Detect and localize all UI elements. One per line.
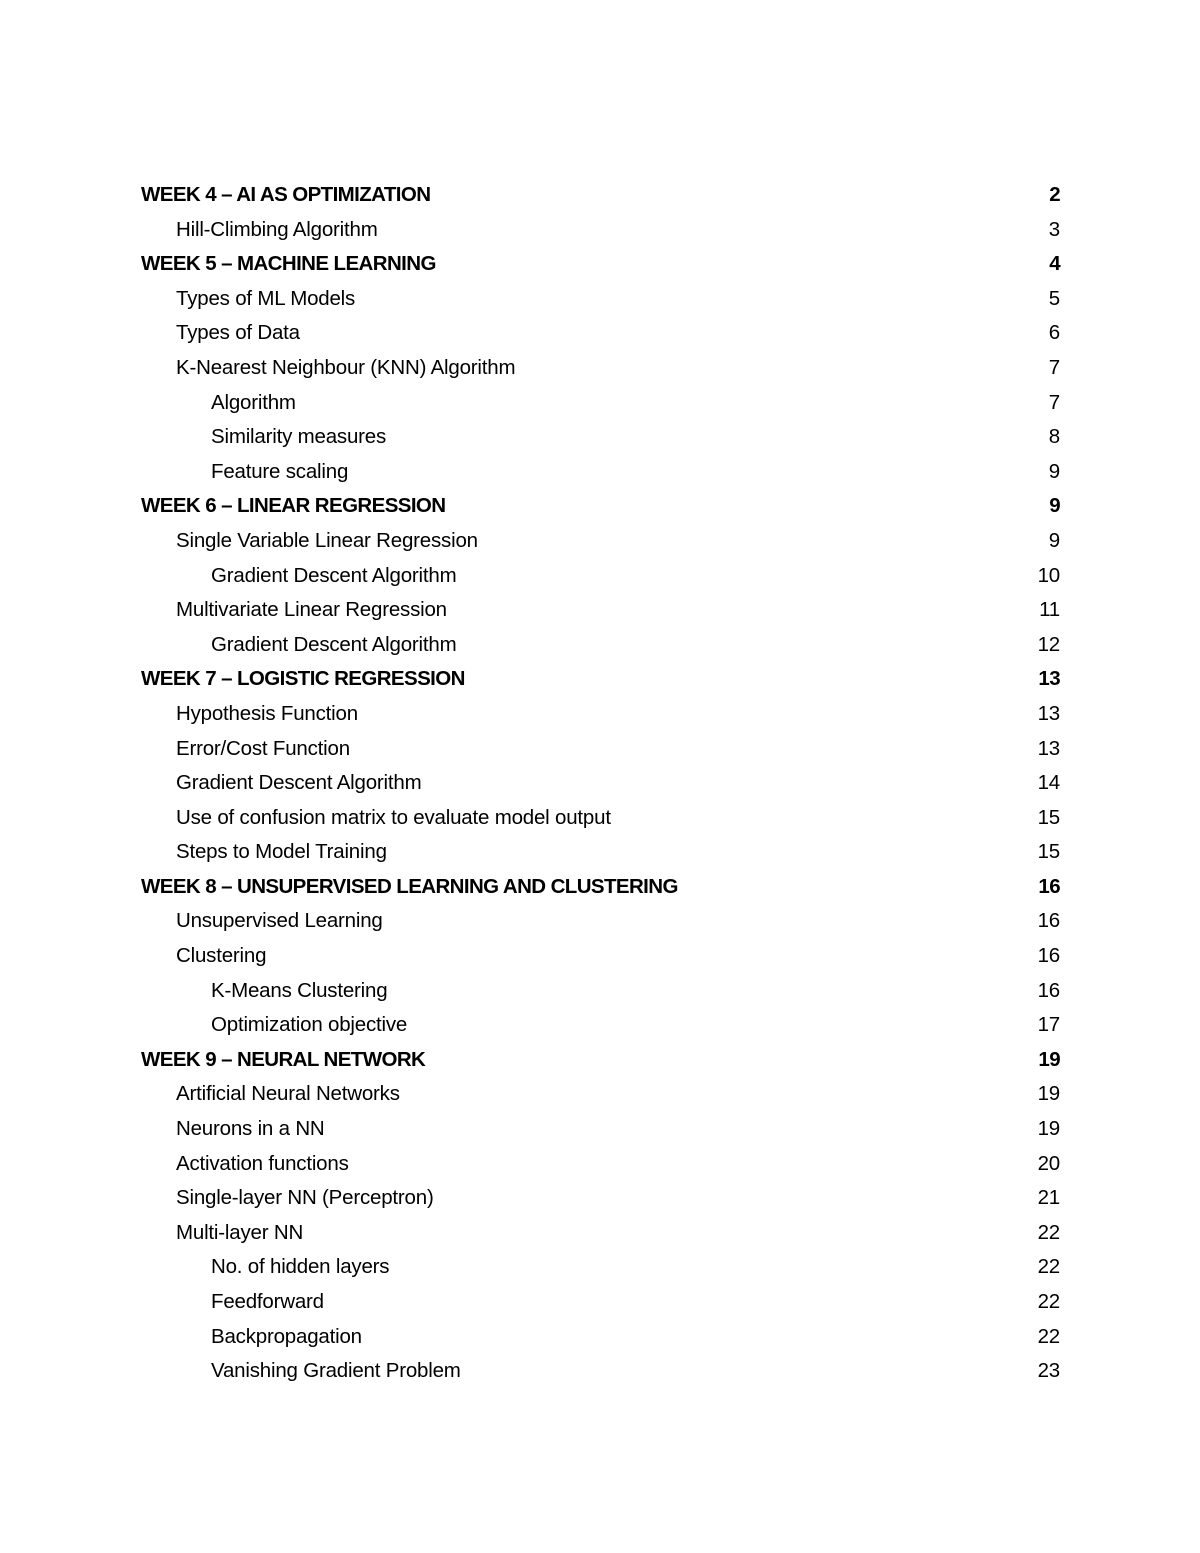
toc-section-heading[interactable] [0, 489, 1200, 524]
toc-subentry[interactable] [0, 628, 1200, 663]
toc-entry[interactable] [0, 213, 1200, 248]
toc-entry-title: WEEK 8 – UNSUPERVISED LEARNING AND CLUSTERING [141, 874, 678, 898]
toc-entry-title: Backpropagation [211, 1324, 362, 1348]
toc-entry-title: No. of hidden layers [211, 1255, 390, 1279]
toc-entry-title: Use of confusion matrix to evaluate model output [176, 805, 611, 829]
toc-entry-title: Algorithm [211, 390, 296, 414]
toc-subentry[interactable] [0, 1285, 1200, 1320]
toc-entry-page-number: 23 [1037, 1359, 1060, 1383]
toc-entry[interactable] [0, 524, 1200, 559]
toc-section-heading[interactable] [0, 1043, 1200, 1078]
toc-entry-title: Gradient Descent Algorithm [211, 563, 457, 587]
toc-subentry[interactable] [0, 1354, 1200, 1389]
toc-entry[interactable] [0, 1112, 1200, 1147]
toc-subentry[interactable] [0, 1320, 1200, 1355]
toc-entry-page-number: 22 [1037, 1255, 1060, 1279]
toc-entry[interactable] [0, 593, 1200, 628]
toc-entry-title: Similarity measures [211, 425, 387, 449]
toc-entry-page-number: 17 [1037, 1013, 1060, 1037]
toc-subentry[interactable] [0, 974, 1200, 1009]
toc-entry-page-number: 22 [1037, 1290, 1060, 1313]
toc-entry[interactable] [0, 351, 1200, 386]
toc-entry-title: Gradient Descent Algorithm [176, 771, 422, 795]
toc-entry-title: Feature scaling [211, 459, 349, 483]
toc-entry-page-number: 14 [1037, 771, 1060, 795]
toc-entry[interactable] [0, 697, 1200, 732]
toc-entry[interactable] [0, 1147, 1200, 1182]
toc-entry[interactable] [0, 282, 1200, 317]
toc-entry-page-number: 9 [1048, 528, 1060, 552]
toc-entry-page-number: 22 [1037, 1220, 1060, 1244]
toc-entry[interactable] [0, 732, 1200, 767]
toc-entry-title: WEEK 6 – LINEAR REGRESSION [141, 494, 446, 518]
toc-entry-title: Types of ML Models [176, 286, 356, 310]
toc-entry-page-number: 4 [1049, 252, 1060, 276]
toc-entry[interactable] [0, 316, 1200, 351]
toc-entry-page-number: 20 [1037, 1151, 1060, 1175]
toc-entry-page-number: 16 [1037, 944, 1060, 968]
toc-subentry[interactable] [0, 1008, 1200, 1043]
table-of-contents [0, 178, 1200, 1389]
toc-entry-title: Activation functions [176, 1151, 349, 1175]
toc-entry-title: Optimization objective [211, 1013, 408, 1037]
toc-entry-page-number: 11 [1039, 598, 1060, 622]
toc-subentry[interactable] [0, 420, 1200, 455]
toc-entry-title: WEEK 5 – MACHINE LEARNING [141, 252, 436, 276]
toc-entry[interactable] [0, 1181, 1200, 1216]
toc-entry-page-number: 21 [1037, 1186, 1060, 1210]
toc-entry[interactable] [0, 1077, 1200, 1112]
toc-entry-title: Hill-Climbing Algorithm [176, 217, 378, 241]
toc-entry-title: Gradient Descent Algorithm [211, 632, 457, 656]
toc-entry-page-number: 3 [1048, 217, 1060, 241]
toc-entry-page-number: 15 [1037, 840, 1060, 864]
toc-entry[interactable] [0, 835, 1200, 870]
toc-subentry[interactable] [0, 386, 1200, 421]
toc-entry-title: Error/Cost Function [176, 736, 350, 760]
toc-entry-page-number: 8 [1048, 425, 1060, 449]
toc-entry-page-number: 22 [1037, 1324, 1060, 1348]
toc-entry-title: Single Variable Linear Regression [176, 528, 478, 552]
toc-entry-page-number: 15 [1037, 805, 1060, 829]
toc-entry-page-number: 19 [1038, 1047, 1060, 1071]
toc-entry[interactable] [0, 904, 1200, 939]
toc-entry-title: Neurons in a NN [176, 1117, 325, 1141]
toc-entry-title: Hypothesis Function [176, 701, 358, 725]
toc-entry-page-number: 7 [1048, 355, 1060, 379]
toc-section-heading[interactable] [0, 662, 1200, 697]
toc-entry[interactable] [0, 1216, 1200, 1251]
toc-entry-title: Types of Data [176, 321, 300, 345]
toc-entry-page-number: 16 [1038, 874, 1060, 898]
toc-subentry[interactable] [0, 1250, 1200, 1285]
toc-entry-page-number: 12 [1037, 632, 1060, 656]
toc-subentry[interactable] [0, 455, 1200, 490]
toc-entry-title: WEEK 9 – NEURAL NETWORK [141, 1047, 426, 1071]
toc-entry-title: Steps to Model Training [176, 840, 387, 864]
toc-entry-title: WEEK 7 – LOGISTIC REGRESSION [141, 667, 465, 691]
toc-entry-page-number: 10 [1037, 563, 1060, 587]
toc-entry-page-number: 13 [1037, 736, 1060, 760]
toc-entry-title: WEEK 4 – AI AS OPTIMIZATION [141, 183, 431, 206]
toc-entry[interactable] [0, 939, 1200, 974]
toc-entry-title: Multi-layer NN [176, 1220, 304, 1244]
toc-entry-page-number: 9 [1049, 494, 1060, 518]
toc-entry-page-number: 13 [1038, 667, 1060, 691]
toc-entry-page-number: 16 [1037, 909, 1060, 933]
toc-entry-title: Multivariate Linear Regression [176, 598, 447, 622]
toc-entry-page-number: 19 [1037, 1082, 1060, 1106]
toc-entry-page-number: 13 [1037, 701, 1060, 725]
toc-entry-title: K-Nearest Neighbour (KNN) Algorithm [176, 355, 516, 379]
toc-entry-page-number: 9 [1048, 459, 1060, 483]
toc-entry-title: K-Means Clustering [211, 978, 388, 1002]
toc-section-heading[interactable] [0, 178, 1200, 213]
toc-entry[interactable] [0, 766, 1200, 801]
toc-entry-page-number: 2 [1049, 183, 1060, 206]
toc-entry-page-number: 7 [1048, 390, 1060, 414]
toc-entry-page-number: 5 [1048, 286, 1060, 310]
toc-entry[interactable] [0, 801, 1200, 836]
toc-entry-page-number: 19 [1037, 1117, 1060, 1141]
toc-entry-title: Single-layer NN (Perceptron) [176, 1186, 434, 1210]
toc-entry-page-number: 6 [1048, 321, 1060, 345]
toc-entry-page-number: 16 [1037, 978, 1060, 1002]
toc-entry-title: Feedforward [211, 1290, 324, 1313]
toc-section-heading[interactable] [0, 247, 1200, 282]
toc-entry-title: Artificial Neural Networks [176, 1082, 400, 1106]
toc-entry-title: Vanishing Gradient Problem [211, 1359, 461, 1383]
toc-section-heading[interactable] [0, 870, 1200, 905]
toc-entry-title: Clustering [176, 944, 267, 968]
toc-subentry[interactable] [0, 559, 1200, 594]
toc-entry-title: Unsupervised Learning [176, 909, 383, 933]
